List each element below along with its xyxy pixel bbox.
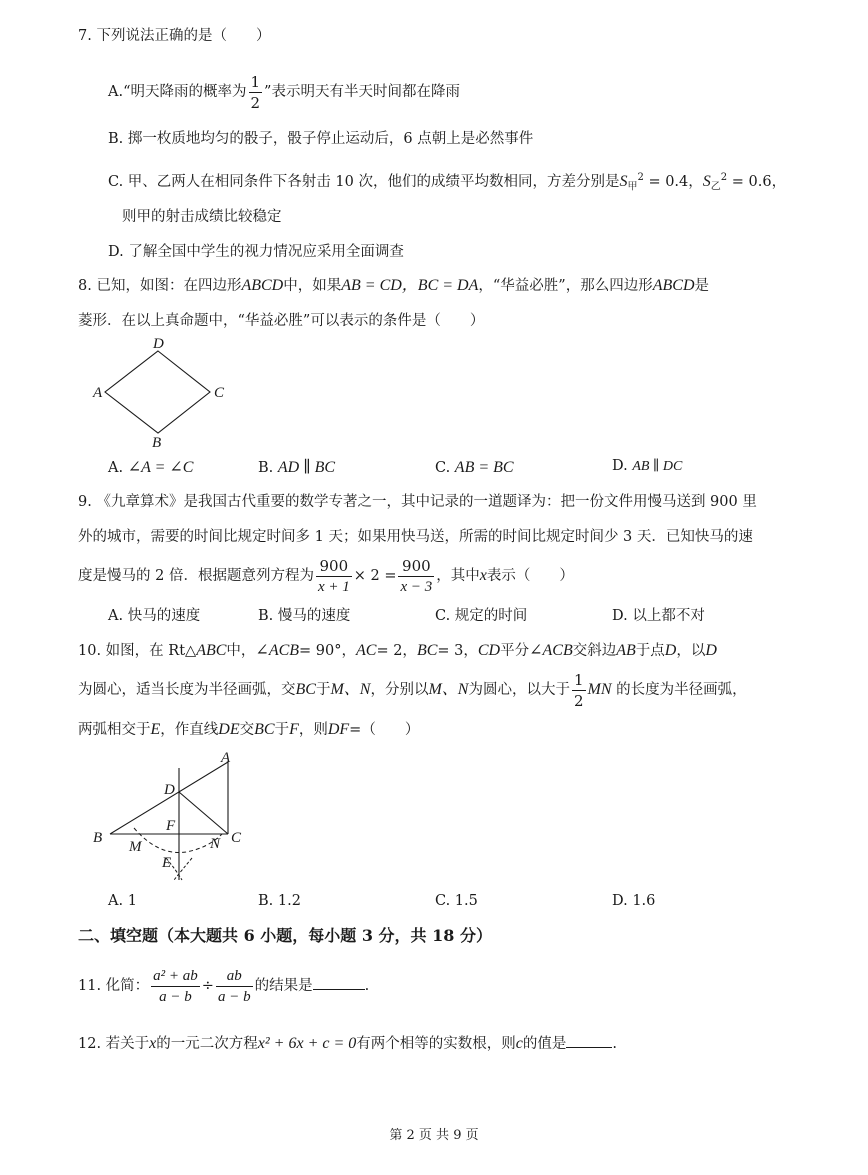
- section-2-title: 二、填空题（本大题共 6 小题，每小题 3 分，共 18 分）: [78, 926, 492, 945]
- q10-line3: [78, 720, 419, 740]
- q9-option-c: C. 规定的时间: [435, 608, 528, 624]
- q7-a-fraction: [249, 72, 263, 113]
- q10-l3-k: =（ ）: [349, 722, 420, 738]
- q10-l1-g: = 2，: [376, 643, 417, 659]
- q12-answer-blank[interactable]: [566, 1047, 612, 1048]
- q10-l2-d: M、N: [330, 681, 371, 698]
- q11-f2-den: a − b: [217, 988, 251, 1005]
- q7-option-d: D. 了解全国中学生的视力情况应采用全面调查: [108, 244, 404, 260]
- q11-f1-den: a − b: [159, 988, 192, 1005]
- q8-l1-g: 是: [694, 278, 709, 294]
- q9-option-b: B. 慢马的速度: [258, 608, 351, 624]
- q10-dashed-arc: [134, 828, 222, 853]
- q10-l1-r: D: [705, 642, 717, 659]
- q7-c-sep: ，: [688, 173, 703, 190]
- q9-f2-num: 900: [398, 556, 434, 577]
- q10-l1-c: 中，: [226, 643, 256, 659]
- q11-end: .: [364, 978, 370, 994]
- q7-a-post: ”表示明天有半天时间都在降雨: [264, 84, 460, 100]
- q8-l1-a: 8. 已知，如图：在四边形: [78, 278, 242, 294]
- q10-l3-j: DF: [327, 721, 350, 738]
- q10-l1-p: D: [664, 642, 677, 659]
- q7-c-s2-sub: 乙: [710, 181, 721, 193]
- q12-post: 有两个相等的实数根，则: [356, 1036, 516, 1052]
- q10-l3-b: E: [150, 721, 161, 738]
- q12-post2: 的值是: [522, 1036, 567, 1052]
- q9-f2-den: x − 3: [400, 578, 433, 595]
- q7-c-pre: C. 甲、乙两人在相同条件下各射击 10 次，他们的成绩平均数相同，方差分别是: [108, 173, 620, 190]
- q8-label-c: C: [214, 385, 225, 401]
- q8-label-a: A: [93, 385, 103, 401]
- q8-l1-b: ABCD: [241, 277, 284, 294]
- q8-option-b: [258, 458, 335, 478]
- q7-option-c-line2: 则甲的射击成绩比较稳定: [122, 209, 282, 225]
- q10-option-c: C. 1.5: [435, 893, 478, 909]
- q12-pre: 12. 若关于: [78, 1036, 150, 1052]
- q9-f1-den: x + 1: [317, 578, 350, 595]
- q7-c-s1-sub: 甲: [627, 181, 638, 193]
- q10-l1-k: 平分: [500, 643, 530, 659]
- q10-label-b: B: [93, 830, 103, 846]
- q8-l1-c: 中，如果: [283, 278, 342, 294]
- q10-l1-i: = 3，: [437, 643, 478, 659]
- q10-l1-e: = 90°，: [299, 643, 356, 659]
- q7-c-s1-val: = 0.4: [643, 173, 689, 190]
- q7-c-s2: S: [702, 172, 711, 190]
- q7-option-c: [108, 168, 786, 198]
- q10-segment-cd: [179, 792, 228, 834]
- q10-l2-h: 的长度为半径画弧，: [616, 682, 747, 698]
- q10-label-e: E: [162, 855, 172, 871]
- q10-triangle-figure: [88, 748, 258, 888]
- q9-option-a: A. 快马的速度: [108, 608, 201, 624]
- q8-line1: [78, 276, 709, 296]
- q10-frac-num: 1: [573, 670, 584, 689]
- q9-f1-num: 900: [316, 556, 352, 577]
- q8-opt-a-text: ∠A = ∠C: [127, 459, 194, 476]
- q10-l1-n: AB: [616, 642, 636, 659]
- q8-opt-c-text: AB = BC: [454, 459, 514, 476]
- q9-times: × 2 =: [353, 568, 397, 584]
- q10-fraction: [572, 670, 586, 711]
- q10-l3-a: 两弧相交于: [78, 722, 151, 738]
- q10-option-a: A. 1: [108, 893, 137, 909]
- q12-var-c: c: [515, 1035, 523, 1052]
- q7-stem: 7. 下列说法正确的是（ ）: [78, 28, 271, 44]
- q11: [78, 964, 369, 1008]
- q10-l3-i: ，则: [298, 722, 328, 738]
- q10-label-n: N: [210, 836, 221, 852]
- q8-opt-b-label: B.: [258, 460, 274, 476]
- q9-line3: [78, 554, 574, 598]
- q10-line1: [78, 641, 717, 661]
- q10-l2-g: 为圆心，以大于: [468, 682, 570, 698]
- q8-l1-d: AB = CD，BC = DA: [341, 277, 479, 294]
- q10-l2-a: 为圆心，适当长度为半径画弧，交: [78, 682, 296, 698]
- q10-arc-e-2: [174, 858, 192, 880]
- q11-div: ÷: [201, 978, 214, 994]
- q12-var-x: x: [149, 1035, 157, 1052]
- q10-l3-h: F: [289, 721, 299, 738]
- q10-l2-f: M、N: [428, 681, 469, 698]
- q10-l1-f: AC: [356, 642, 377, 659]
- q9-l3-post-a: ，其中: [436, 568, 480, 584]
- q12: [78, 1034, 617, 1054]
- q10-l2-c: 于: [315, 682, 331, 698]
- q10-l1-a: 10. 如图，在 Rt△: [78, 643, 197, 659]
- q7-c-s1-sup: 2: [637, 172, 644, 183]
- q10-label-a: A: [221, 750, 231, 766]
- q7-a-frac-den: 2: [250, 93, 261, 112]
- q10-label-f: F: [166, 818, 176, 834]
- q11-pre: 11. 化简：: [78, 978, 150, 994]
- q9-l3-var: x: [479, 567, 487, 584]
- q8-rhombus: [105, 351, 210, 433]
- q11-answer-blank[interactable]: [313, 989, 365, 990]
- q10-l1-h: BC: [416, 642, 438, 659]
- q10-label-d: D: [164, 782, 175, 798]
- q11-fraction-2: [216, 966, 253, 1007]
- q10-label-c: C: [231, 830, 242, 846]
- q7-c-s1: S: [619, 172, 628, 190]
- q8-rhombus-figure: [90, 335, 240, 450]
- q8-opt-c-label: C.: [435, 460, 451, 476]
- q7-c-s2-val: = 0.6，: [727, 173, 787, 190]
- q12-end: .: [612, 1036, 617, 1052]
- q7-a-frac-num: 1: [250, 72, 261, 91]
- q10-l1-b: ABC: [196, 642, 227, 659]
- q10-option-d: D. 1.6: [612, 893, 656, 909]
- q10-label-m: M: [129, 839, 142, 855]
- q9-fraction-1: [316, 556, 352, 597]
- q9-line1: 9. 《九章算术》是我国古代重要的数学专著之一，其中记录的一道题译为：把一份文件用慢马送到 900 里: [78, 494, 757, 510]
- q7-c-s2-sup: 2: [720, 172, 728, 183]
- q10-line2: [78, 668, 747, 712]
- q10-l3-g: 于: [274, 722, 290, 738]
- q12-equation: x² + 6x + c = 0: [257, 1035, 357, 1052]
- q7-a-pre: A.“明天降雨的概率为: [108, 84, 247, 100]
- q7-option-a: [108, 70, 460, 114]
- q10-frac-var: MN: [587, 681, 612, 698]
- q10-l1-j: CD: [477, 642, 501, 659]
- q8-l1-e: ，“华益必胜”，那么四边形: [478, 278, 653, 294]
- q8-label-b: B: [152, 435, 162, 450]
- q10-l2-e: ，分别以: [370, 682, 429, 698]
- q8-line2: 菱形．在以上真命题中，“华益必胜”可以表示的条件是（ ）: [78, 313, 485, 329]
- q8-l1-f: ABCD: [652, 277, 695, 294]
- q10-l3-e: 交: [239, 722, 255, 738]
- q12-mid: 的一元二次方程: [156, 1036, 258, 1052]
- q10-l3-d: DE: [218, 721, 240, 738]
- q8-option-d: [612, 456, 682, 477]
- q10-l1-q: ，以: [676, 643, 706, 659]
- q11-fraction-1: [151, 966, 200, 1007]
- q10-option-b: B. 1.2: [258, 893, 301, 909]
- q10-l3-c: ，作直线: [160, 722, 219, 738]
- q11-f2-num: ab: [216, 966, 253, 987]
- q8-label-d: D: [153, 336, 164, 352]
- q8-opt-a-label: A.: [108, 460, 124, 476]
- q9-l3-post-b: 表示（ ）: [486, 568, 574, 584]
- q11-f1-num: a² + ab: [151, 966, 200, 987]
- q10-l2-b: BC: [295, 681, 316, 698]
- q9-line2: 外的城市，需要的时间比规定时间多 1 天；如果用快马送，所需的时间比规定时间少 3 天．已知快马的速: [78, 529, 753, 545]
- q9-l3-pre: 度是慢马的 2 倍．根据题意列方程为: [78, 568, 314, 584]
- q9-option-d: D. 以上都不对: [612, 608, 705, 624]
- q7-option-b: B. 掷一枚质地均匀的骰子，骰子停止运动后，6 点朝上是必然事件: [108, 131, 534, 147]
- q10-l3-f: BC: [254, 721, 275, 738]
- q8-option-a: [108, 458, 193, 478]
- q10-l1-m: 交斜边: [572, 643, 617, 659]
- q9-fraction-2: [398, 556, 434, 597]
- q8-opt-d-label: D.: [612, 458, 628, 474]
- page-footer: 第 2 页 共 9 页: [389, 1128, 479, 1143]
- q8-opt-b-text: AD ∥ BC: [277, 459, 336, 476]
- q10-frac-den: 2: [573, 691, 584, 710]
- q11-post: 的结果是: [254, 978, 313, 994]
- q10-l1-o: 于点: [635, 643, 665, 659]
- q10-l1-d: ∠ACB: [255, 642, 300, 659]
- q8-option-c: [435, 458, 514, 478]
- q10-l1-l: ∠ACB: [529, 642, 573, 659]
- q8-opt-d-text: AB ∥ DC: [632, 459, 683, 474]
